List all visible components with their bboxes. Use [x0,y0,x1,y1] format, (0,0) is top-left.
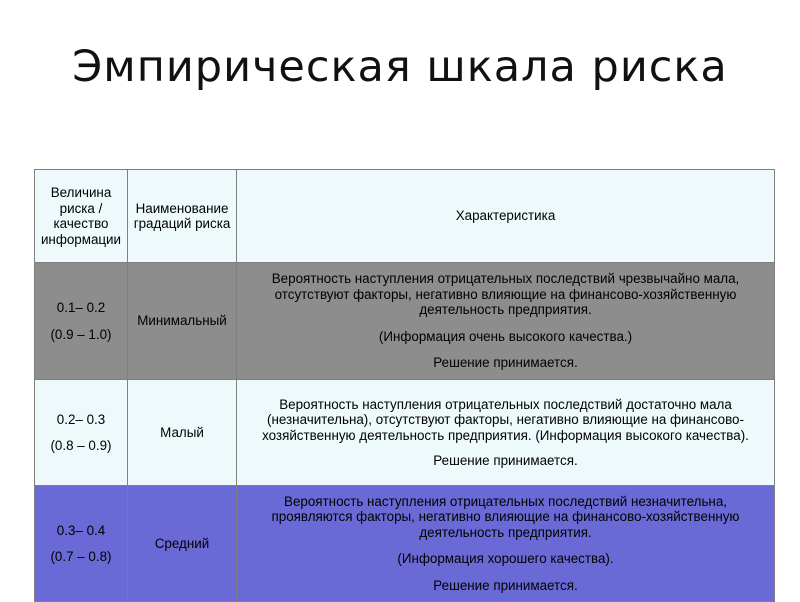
info-quality-range: (0.7 – 0.8) [50,549,112,564]
info-quality-range: (0.8 – 0.9) [50,438,112,453]
characteristic-text: Вероятность наступления отрицательных последствий незначительна, проявляются факторы, негативно влияющие на финансово-хозяйственную деятельность предприятия. [271,493,740,540]
table-row [35,380,775,486]
info-quality-note: (Информация очень высокого качества.) [378,328,633,344]
risk-scale-table [34,169,775,602]
characteristic-cell [237,486,775,602]
info-quality-range: (0.9 – 1.0) [50,326,112,342]
slide-title: Эмпирическая шкала риска [72,42,728,92]
header-risk-value: Величина риска / качество информации [35,170,128,263]
table-row [35,486,775,602]
characteristic-cell [237,380,775,486]
gradation-name-cell: Средний [128,486,237,602]
risk-value-cell [35,263,128,380]
risk-range: 0.1– 0.2 [56,300,106,315]
header-characteristic: Характеристика [237,170,775,263]
table-row [35,263,775,380]
risk-value-cell [35,380,128,486]
characteristic-cell [237,263,775,380]
table-header-row [35,170,775,263]
risk-range: 0.2– 0.3 [56,411,106,427]
info-quality-note: (Информация хорошего качества). [397,551,614,567]
gradation-name-cell: Минимальный [128,263,237,380]
gradation-name-cell: Малый [128,380,237,486]
decision-text: Решение принимается. [433,355,578,371]
decision-text: Решение принимается. [433,577,578,593]
characteristic-text: Вероятность наступления отрицательных последствий достаточно мала (незначительна), отсутствуют факторы, негативно влияющие на финансово-хозяйственную деятельность предприятия. (Информация высокого качества). [262,396,749,443]
risk-range: 0.3– 0.4 [56,522,106,538]
characteristic-text: Вероятность наступления отрицательных последствий чрезвычайно мала, отсутствуют факторы, негативно влияющие на финансово-хозяйственную деятельность предприятия. [271,271,740,318]
decision-text: Решение принимается. [433,453,578,468]
risk-value-cell [35,486,128,602]
header-gradation-name: Наименование градаций риска [128,170,237,263]
